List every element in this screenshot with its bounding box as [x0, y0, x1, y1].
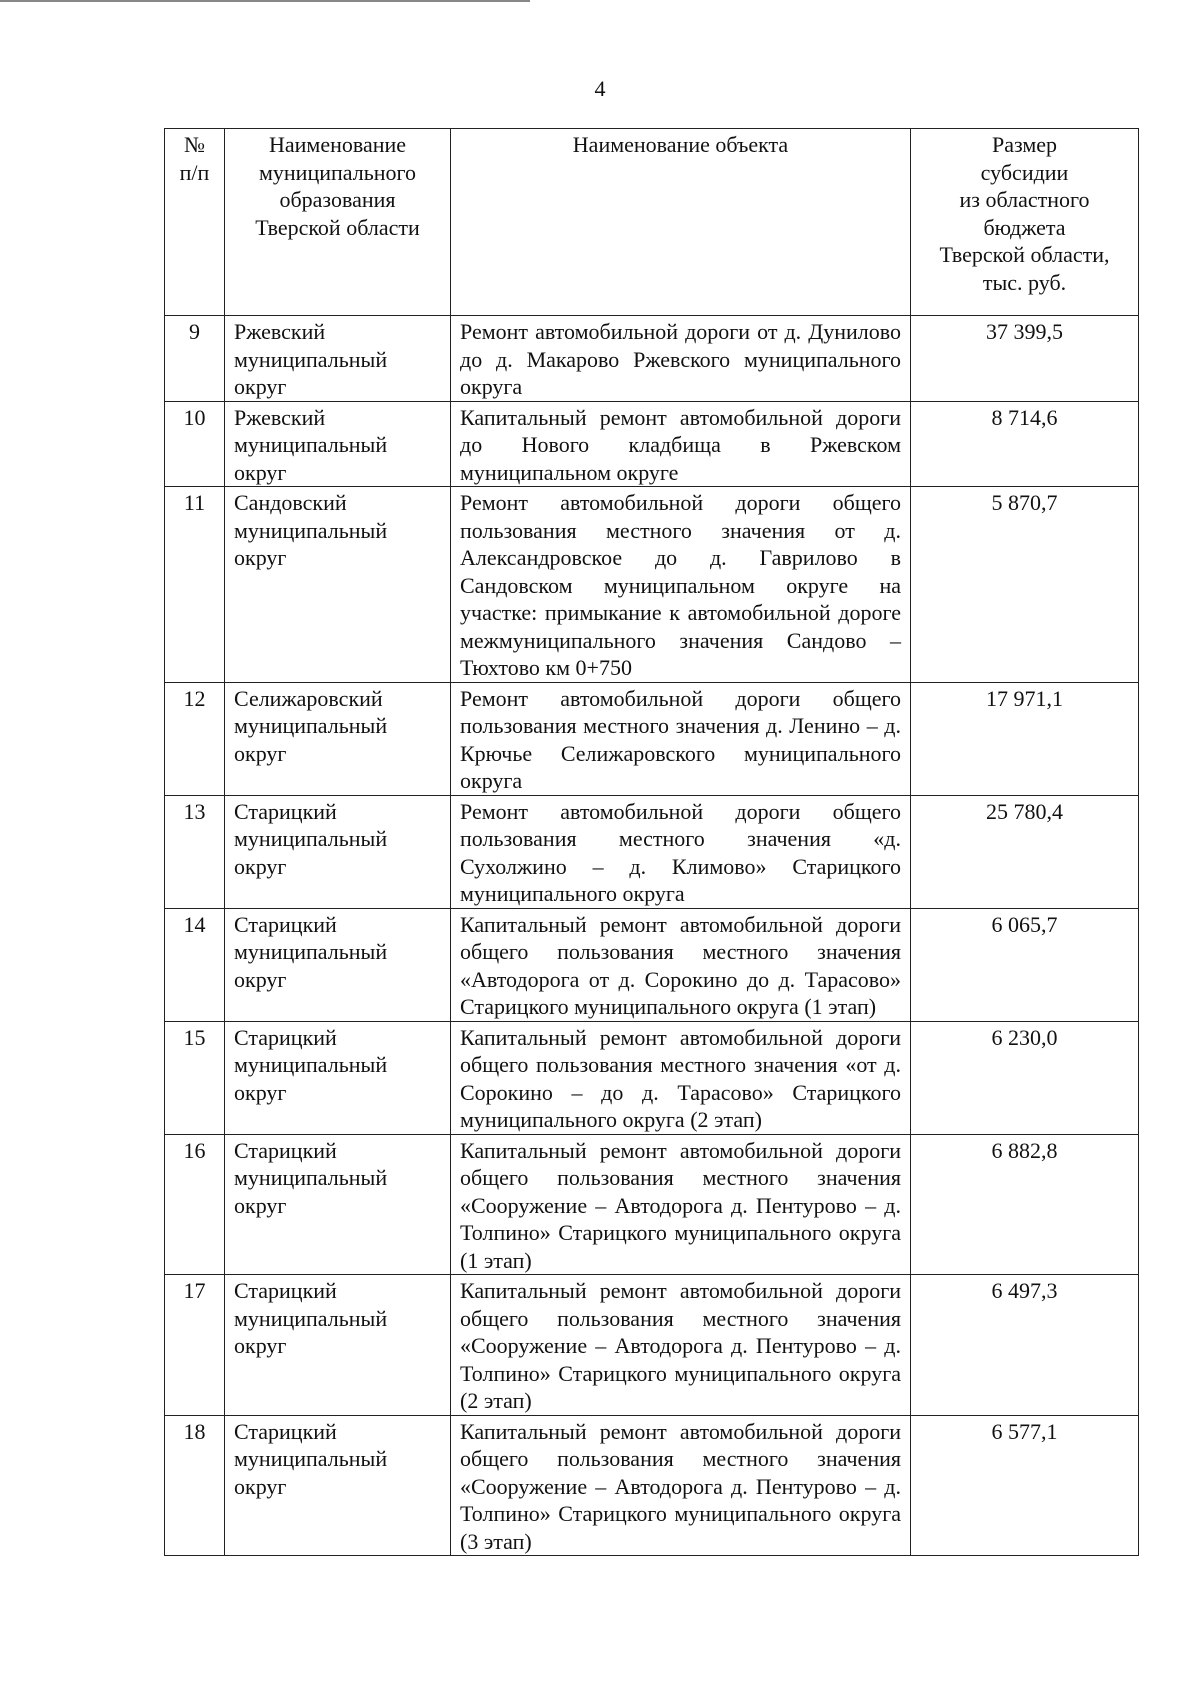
municipality-name: Старицкий муниципальный округ — [225, 908, 451, 1021]
row-number: 15 — [165, 1021, 225, 1134]
row-number: 11 — [165, 487, 225, 683]
table-row — [165, 1021, 1139, 1134]
object-name: Капитальный ремонт автомобильной дороги общего пользования местного значения «Сооружение – Автодорога д. Пентурово – д. Толпино» Старицкого муниципального округа (2 этап) — [451, 1275, 911, 1416]
row-number: 18 — [165, 1415, 225, 1556]
page-number: 4 — [594, 76, 606, 101]
table-row — [165, 908, 1139, 1021]
header-number: № п/п — [165, 129, 225, 316]
subsidy-table — [164, 128, 1139, 1556]
object-name: Ремонт автомобильной дороги общего пользования местного значения «д. Сухолжино – д. Климово» Старицкого муниципального округа — [451, 795, 911, 908]
municipality-name: Ржевский муниципальный округ — [225, 401, 451, 487]
table-row — [165, 1275, 1139, 1416]
table-row — [165, 1415, 1139, 1556]
municipality-name: Старицкий муниципальный округ — [225, 1021, 451, 1134]
row-number: 17 — [165, 1275, 225, 1416]
subsidy-amount: 6 577,1 — [911, 1415, 1139, 1556]
object-name: Капитальный ремонт автомобильной дороги общего пользования местного значения «Автодорога от д. Сорокино до д. Тарасово» Старицкого муниципального округа (1 этап) — [451, 908, 911, 1021]
object-name: Ремонт автомобильной дороги от д. Дунилово до д. Макарово Ржевского муниципального округа — [451, 316, 911, 402]
object-name: Капитальный ремонт автомобильной дороги до Нового кладбища в Ржевском муниципальном округе — [451, 401, 911, 487]
subsidy-amount: 37 399,5 — [911, 316, 1139, 402]
row-number: 12 — [165, 682, 225, 795]
table-row — [165, 795, 1139, 908]
table-row — [165, 682, 1139, 795]
object-name: Капитальный ремонт автомобильной дороги общего пользования местного значения «Сооружение – Автодорога д. Пентурово – д. Толпино» Старицкого муниципального округа (3 этап) — [451, 1415, 911, 1556]
header-subsidy: Размер субсидии из областного бюджета Тверской области, тыс. руб. — [911, 129, 1139, 316]
subsidy-amount: 5 870,7 — [911, 487, 1139, 683]
header-object: Наименование объекта — [451, 129, 911, 316]
scan-edge-line — [0, 0, 530, 2]
table-row — [165, 316, 1139, 402]
table-body — [165, 316, 1139, 1556]
table-header — [165, 129, 1139, 316]
subsidy-amount: 8 714,6 — [911, 401, 1139, 487]
subsidy-amount: 25 780,4 — [911, 795, 1139, 908]
subsidy-amount: 17 971,1 — [911, 682, 1139, 795]
table-row — [165, 487, 1139, 683]
header-municipality: Наименование муниципального образования Тверской области — [225, 129, 451, 316]
object-name: Капитальный ремонт автомобильной дороги общего пользования местного значения «от д. Сорокино – до д. Тарасово» Старицкого муниципального округа (2 этап) — [451, 1021, 911, 1134]
table-row — [165, 1134, 1139, 1275]
row-number: 10 — [165, 401, 225, 487]
row-number: 9 — [165, 316, 225, 402]
municipality-name: Старицкий муниципальный округ — [225, 1134, 451, 1275]
subsidy-amount: 6 065,7 — [911, 908, 1139, 1021]
row-number: 14 — [165, 908, 225, 1021]
header-row — [165, 129, 1139, 316]
municipality-name: Ржевский муниципальный округ — [225, 316, 451, 402]
municipality-name: Селижаровский муниципальный округ — [225, 682, 451, 795]
object-name: Ремонт автомобильной дороги общего пользования местного значения от д. Александровское до д. Гаврилово в Сандовском муниципальном округе на участке: примыкание к автомобильной дороге межмуниципального значения Сандово – Тюхтово км 0+750 — [451, 487, 911, 683]
subsidy-amount: 6 230,0 — [911, 1021, 1139, 1134]
table-row — [165, 401, 1139, 487]
municipality-name: Старицкий муниципальный округ — [225, 795, 451, 908]
row-number: 13 — [165, 795, 225, 908]
municipality-name: Сандовский муниципальный округ — [225, 487, 451, 683]
object-name: Капитальный ремонт автомобильной дороги общего пользования местного значения «Сооружение – Автодорога д. Пентурово – д. Толпино» Старицкого муниципального округа (1 этап) — [451, 1134, 911, 1275]
subsidy-amount: 6 497,3 — [911, 1275, 1139, 1416]
municipality-name: Старицкий муниципальный округ — [225, 1275, 451, 1416]
object-name: Ремонт автомобильной дороги общего пользования местного значения д. Ленино – д. Крючье Селижаровского муниципального округа — [451, 682, 911, 795]
municipality-name: Старицкий муниципальный округ — [225, 1415, 451, 1556]
subsidy-amount: 6 882,8 — [911, 1134, 1139, 1275]
row-number: 16 — [165, 1134, 225, 1275]
